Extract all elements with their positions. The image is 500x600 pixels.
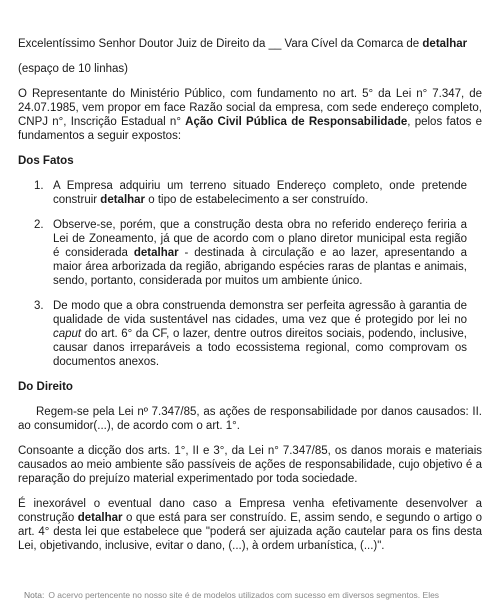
section-title-fatos: Dos Fatos xyxy=(18,155,74,167)
direito-paragraph-2: Consoante a dicção dos arts. 1°, II e 3°, da Lei n° 7.347/85, os danos morais e materiais causados ao meio ambiente são passíveis de ações de responsabilidade, cujo objetivo é a reparação do prejuízo material experimentado por toda sociedade. xyxy=(18,445,482,485)
facts-list xyxy=(18,179,482,369)
addressee-comarca: detalhar xyxy=(422,38,468,50)
addressee-text: Excelentíssimo Senhor Doutor Juiz de Direito da __ Vara Cível da Comarca de xyxy=(18,38,420,50)
action-name: Ação Civil Pública de Responsabilidade xyxy=(185,116,408,128)
spacing-note: (espaço de 10 linhas) xyxy=(18,63,128,75)
intro-paragraph: O Representante do Ministério Público, com fundamento no art. 5° da Lei n° 7.347, de 24.07.1985, vem propor em face Razão social da empresa, com sede endereço completo, CNPJ n°, Inscrição Estadual n° Ação Civil Pública de Responsabilidade, pelos fatos e fundamentos a seguir expostos: xyxy=(18,88,482,142)
list-item: 3. De modo que a obra construenda demonstra ser perfeita agressão à garantia de qualidade de vida sustentável nas cidades, uma vez que é protegido por lei no caput do art. 6° da CF, o lazer, dentre outros direitos sociais, podendo, inclusive, causar danos irreparáveis a todo ecossistema regional, como comprovam os documentos anexos. xyxy=(34,300,467,368)
list-item: 2. Observe-se, porém, que a construção desta obra no referido endereço feriria a Lei de Zoneamento, já que de acordo com o plano diretor municipal esta região é considerada detalhar - destinada à circulação e ao lazer, apresentando a maior área arborizada da região, abrigando espécies raras de plantas e animais, sendo, portanto, considerada por muitos um ambiente único. xyxy=(34,219,467,287)
footer-note xyxy=(24,590,439,600)
section-title-direito: Do Direito xyxy=(18,381,73,393)
direito-paragraph-3: É inexorável o eventual dano caso a Empresa venha efetivamente desenvolver a construção detalhar o que está para ser construído. E, assim sendo, e segundo o artigo o art. 4° desta lei que estabelece que "poderá ser ajuizada ação cautelar para os fins desta Lei, objetivando, inclusive, evitar o dano, (...), à ordem urbanística, (...)". xyxy=(18,498,482,552)
addressee xyxy=(18,37,482,51)
list-item: 1. A Empresa adquiriu um terreno situado Endereço completo, onde pretende construir detalhar o tipo de estabelecimento a ser construído. xyxy=(34,180,467,206)
direito-paragraph-1: Regem-se pela Lei nº 7.347/85, as ações de responsabilidade por danos causados: II. ao consumidor(...), de acordo com o art. 1°. xyxy=(18,406,482,432)
footer-label: Nota: xyxy=(24,590,45,600)
footer-text: O acervo pertencente no nosso site é de modelos utilizados com sucesso em diversos segmentos. Eles xyxy=(48,590,440,600)
direito-section xyxy=(18,405,482,553)
